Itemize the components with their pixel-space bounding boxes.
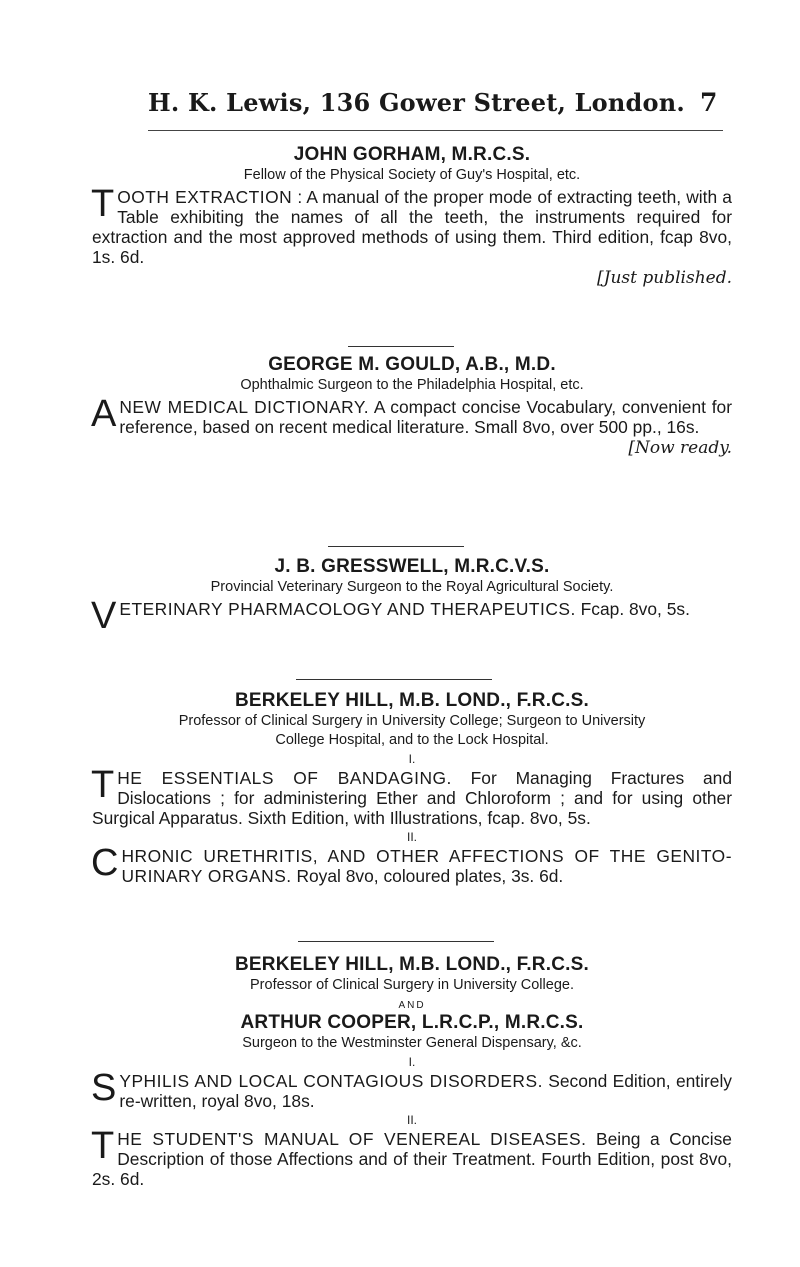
section-divider	[296, 679, 492, 680]
book-numeral: II.	[406, 830, 417, 844]
book-description: A compact concise Vocabulary, convenient for reference, based on recent medical literature. Small 8vo, over 500 pp., 16s.	[119, 397, 732, 437]
book-description: : A manual of the proper mode of extracting teeth, with a Table exhibiting the names of all the teeth, the instruments required for extraction and the most approved methods of using them. Third edition, fcap 8vo, 1s. 6d.	[92, 187, 732, 267]
author-credentials: Ophthalmic Surgeon to the Philadelphia Hospital, etc.	[240, 377, 584, 393]
book-numeral: I.	[408, 752, 416, 766]
book-numeral: I.	[408, 1055, 416, 1069]
book-listing	[91, 1125, 732, 1189]
book-description: Fcap. 8vo, 5s.	[575, 599, 690, 619]
drop-cap: T	[91, 183, 115, 225]
author-name: J. B. GRESSWELL, M.R.C.V.S.	[274, 556, 550, 577]
entry-hill-cooper	[92, 954, 732, 1189]
running-head	[0, 88, 800, 128]
book-listing	[91, 1067, 732, 1111]
drop-cap: S	[91, 1067, 117, 1109]
book-title: HE STUDENT'S MANUAL OF VENEREAL DISEASES.	[117, 1129, 587, 1149]
section-divider	[348, 346, 454, 347]
section-divider	[328, 546, 464, 547]
book-listing	[91, 595, 732, 637]
book-title: HE ESSENTIALS OF BANDAGING.	[117, 768, 452, 788]
section-divider	[298, 941, 494, 942]
entry-gorham	[92, 144, 732, 289]
book-title: NEW MEDICAL DICTIONARY.	[119, 397, 370, 417]
book-numeral: II.	[406, 1113, 417, 1127]
author-conjunction: AND	[398, 1000, 426, 1011]
header-rule	[148, 130, 723, 131]
author-name: BERKELEY HILL, M.B. LOND., F.R.C.S.	[235, 954, 589, 975]
drop-cap: V	[91, 595, 117, 637]
author-credentials: Professor of Clinical Surgery in University College.	[250, 977, 574, 993]
author-credentials: Professor of Clinical Surgery in University College; Surgeon to University	[178, 713, 646, 729]
author-name: GEORGE M. GOULD, A.B., M.D.	[268, 354, 556, 375]
entry-berkeley-hill	[92, 690, 732, 886]
publication-status: [Now ready.	[628, 438, 732, 458]
author-credentials: Fellow of the Physical Society of Guy's Hospital, etc.	[243, 167, 581, 183]
drop-cap: C	[91, 842, 119, 884]
book-title: HRONIC URETHRITIS, AND OTHER AFFECTIONS OF THE GENITO-URINARY ORGANS.	[121, 846, 732, 886]
book-listing	[91, 842, 732, 886]
author-name: BERKELEY HILL, M.B. LOND., F.R.C.S.	[235, 690, 589, 711]
book-title: ETERINARY PHARMACOLOGY AND THERAPEUTICS.	[119, 599, 576, 619]
book-description: Royal 8vo, coloured plates, 3s. 6d.	[291, 866, 564, 886]
book-title: YPHILIS AND LOCAL CONTAGIOUS DISORDERS.	[119, 1071, 543, 1091]
publication-status: [Just published.	[597, 268, 732, 288]
drop-cap: T	[91, 764, 115, 806]
book-description: Being a Concise Description of those Affections and of their Treatment. Fourth Edition, post 8vo, 2s. 6d.	[92, 1129, 732, 1189]
author-credentials: Provincial Veterinary Surgeon to the Royal Agricultural Society.	[210, 579, 614, 595]
book-listing	[91, 183, 732, 267]
page-number: 7	[700, 88, 718, 117]
publisher-address: H. K. Lewis, 136 Gower Street, London.	[148, 88, 685, 117]
entry-gould	[92, 354, 732, 459]
second-author-name: ARTHUR COOPER, L.R.C.P., M.R.C.S.	[240, 1012, 584, 1033]
drop-cap: A	[91, 393, 117, 435]
second-author-credentials: Surgeon to the Westminster General Dispensary, &c.	[242, 1035, 582, 1051]
book-listing	[91, 393, 732, 437]
entry-gresswell	[91, 556, 732, 637]
drop-cap: T	[91, 1125, 115, 1167]
author-name: JOHN GORHAM, M.R.C.S.	[293, 144, 531, 165]
book-description: Second Edition, entirely re-written, royal 8vo, 18s.	[119, 1071, 732, 1111]
book-listing	[91, 764, 732, 828]
author-credentials: College Hospital, and to the Lock Hospital.	[275, 732, 549, 748]
book-title: OOTH EXTRACTION	[117, 187, 293, 207]
book-description: For Managing Fractures and Dislocations ; for administering Ether and Chloroform ; and for using other Surgical Apparatus. Sixth Edition, with Illustrations, fcap. 8vo, 5s.	[92, 768, 732, 828]
